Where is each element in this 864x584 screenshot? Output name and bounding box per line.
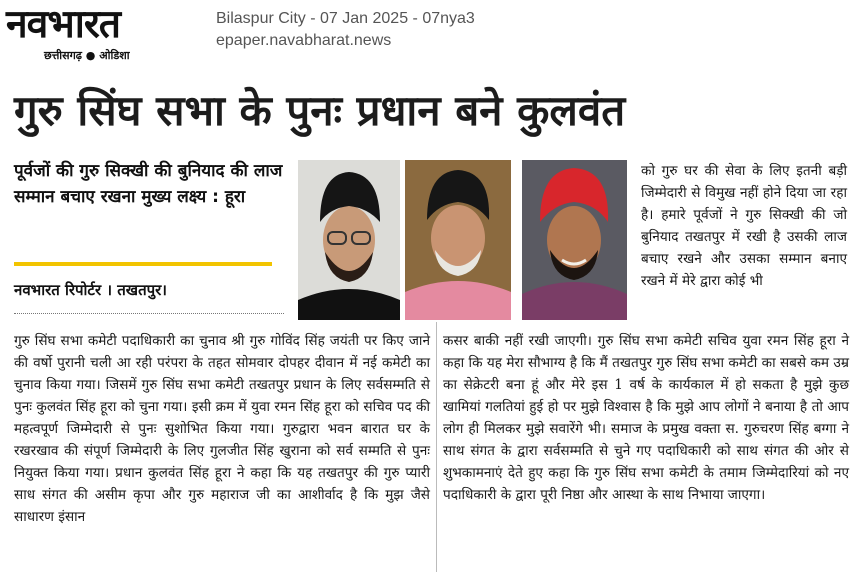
article-subhead: पूर्वजों की गुरु सिक्खी की बुनियाद की लाज सम्मान बचाए रखना मुख्य लक्ष्य : हूरा (14, 161, 283, 207)
newspaper-logo[interactable] (6, 4, 198, 62)
article-headline: गुरु सिंघ सभा के पुनः प्रधान बने कुलवंत (14, 86, 626, 135)
article-column-right-bottom: कसर बाकी नहीं रखी जाएगी। गुरु सिंघ सभा कमेटी सचिव युवा रमन सिंह हूरा ने कहा कि यह मेरा सौभाग्य है कि मैं तखतपुर गुरु सिंघ सभा कमेटी का सबसे कम उम्र का सेक्रेटरी बना हूं और मेरे इस 1 वर्ष के कार्यकाल में हो सकता है मुझे कुछ खामियां गलतियां हुई हो पर मुझे विश्वास है कि मुझे आप लोगों ने बनाया है तो आप लोग ही मिलकर मुझे सवारेंगे भी। समाज के प्रमुख वक्ता स. गुरुचरण सिंह बग्गा ने साथ संगत के द्वारा सर्वसम्मति से चुने गए पदाधिकारी को साथ संगत की ओर से शुभकामनाएं देते हुए कहा कि गुरु सिंघ सभा कमेटी के तमाम जिम्मेदारियां को नए पदाधिकारी के द्वारा पूरी निष्ठा और आस्था के साथ निभाया जाएगा। (443, 333, 849, 503)
portrait-photo-black-turban-white-beard (405, 160, 511, 320)
edition-info: Bilaspur City - 07 Jan 2025 - 07nya3 (216, 10, 475, 27)
column-divider (436, 322, 437, 572)
epaper-url[interactable]: epaper.navabharat.news (216, 32, 392, 49)
article-column-right-top: को गुरु घर की सेवा के लिए इतनी बड़ी जिम्मेदारी से विमुख नहीं होने दिया जा रहा है। हमारे पूर्वजों ने गुरु सिक्खी की जो बुनियाद तखतपुर में रखी है उसकी लाज बचाए रखने और उसका सम्मान बनाए रखने में मेरे द्वारा कोई भी (641, 163, 847, 289)
logo-text: नवभारत (6, 2, 121, 47)
portrait-photo-red-turban (522, 160, 627, 320)
portrait-photo-black-turban-glasses (298, 160, 400, 320)
byline: नवभारत रिपोर्टर । तखतपुर। (14, 281, 167, 299)
article-column-left: गुरु सिंघ सभा कमेटी पदाधिकारी का चुनाव श्री गुरु गोविंद सिंह जयंती पर किए जाने की वर्षो पुरानी चली आ रही परंपरा के तहत सोमवार दोपहर दीवान में नई कमेटी का चुनाव किया गया। जिसमें गुरु सिंघ सभा कमेटी तखतपुर प्रधान के लिए सर्वसम्मति से पुनः कुलवंत सिंह हूरा को चुना गया। इसी क्रम में युवा रमन सिंह हूरा को सचिव पद की महत्वपूर्ण जिम्मेदारी से पुनः सुशोभित किया गया। गुरुद्वारा भवन बारात घर के रखरखाव की संपूर्ण जिम्मेदारी के लिए गुलजीत सिंह खुराना को सर्व सम्मति से पुनः नियुक्त किया गया। प्रधान कुलवंत सिंह हूरा ने कहा कि यह तखतपुर की गुरु प्यारी साध संगत की असीम कृपा और गुरु महाराज जी का आशीर्वाद है कि मुझ जैसे साधारण इंसान (14, 333, 430, 525)
accent-rule (14, 262, 272, 266)
logo-subtitle: छत्तीसगढ़ ● ओडिशा (44, 49, 130, 62)
divider (14, 313, 284, 314)
masthead (0, 0, 864, 66)
